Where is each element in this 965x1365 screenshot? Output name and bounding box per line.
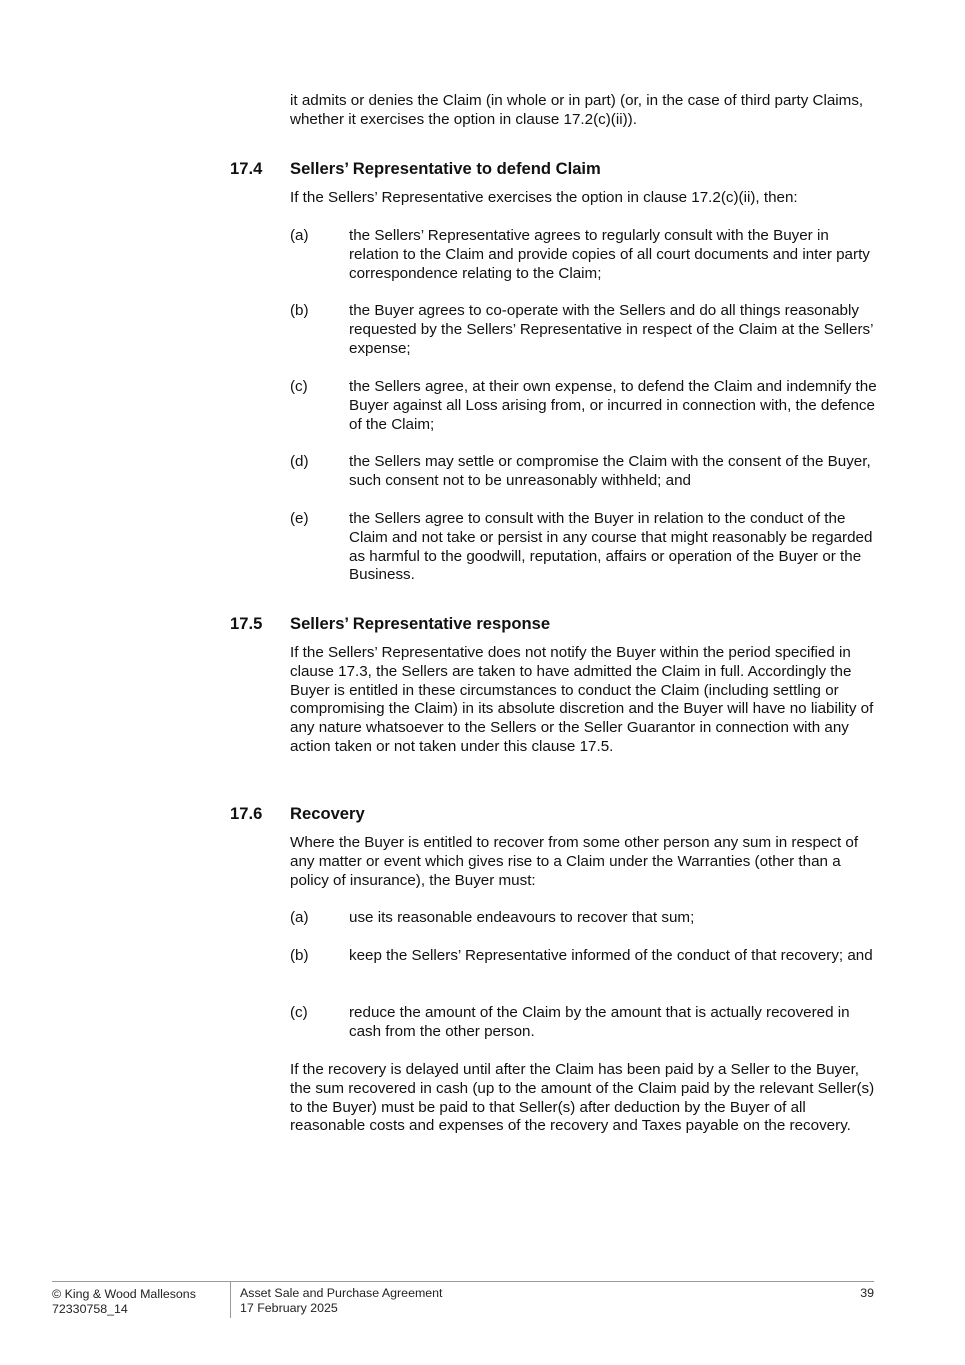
- section-17-4-lead: If the Sellers’ Representative exercises the option in clause 17.2(c)(ii), then:: [290, 189, 798, 206]
- list-item-label: (e): [290, 510, 309, 527]
- footer-doc-id: 72330758_14: [52, 1302, 128, 1316]
- list-item: [290, 453, 880, 491]
- list-item: [290, 227, 880, 283]
- list-item-text: use its reasonable endeavours to recover that sum;: [349, 909, 695, 926]
- list-item-text: the Buyer agrees to co-operate with the Sellers and do all things reasonably requested by the Sellers’ Representative in respect of the Claim at the Sellers’ expense;: [349, 302, 873, 357]
- footer-date: 17 February 2025: [240, 1301, 338, 1315]
- list-item: [290, 947, 880, 966]
- footer-copyright: © King & Wood Mallesons: [52, 1287, 196, 1301]
- section-17-5-heading: [230, 614, 550, 634]
- section-17-4-title: Sellers’ Representative to defend Claim: [290, 159, 601, 178]
- section-17-5-title: Sellers’ Representative response: [290, 614, 551, 633]
- section-17-6-closing: If the recovery is delayed until after the Claim has been paid by a Seller to the Buyer, the sum recovered in cash (up to the amount of the Claim paid by the relevant Seller(s) to the Buyer) must be paid to that Seller(s) after deduction by the Buyer of all reasonable costs and expenses of the recovery and Taxes payable on the recovery.: [290, 1061, 875, 1135]
- list-item-text: keep the Sellers’ Representative informed of the conduct of that recovery; and: [349, 947, 873, 964]
- list-item-text: the Sellers agree to consult with the Buyer in relation to the conduct of the Claim and not take or persist in any course that might reasonably be regarded as harmful to the goodwill, reputation, affairs or operation of the Buyer or the Business.: [349, 510, 873, 584]
- page-number: 39: [860, 1286, 874, 1300]
- section-17-4-number: 17.4: [230, 159, 263, 178]
- list-item-label: (b): [290, 302, 309, 319]
- list-item-label: (c): [290, 1004, 308, 1021]
- list-item: [290, 510, 880, 585]
- list-item-label: (a): [290, 909, 309, 926]
- list-item-label: (b): [290, 947, 309, 964]
- section-17-6-heading: [230, 804, 365, 824]
- section-17-4-heading: [230, 159, 601, 179]
- list-item-label: (c): [290, 378, 308, 395]
- section-17-5-body: If the Sellers’ Representative does not notify the Buyer within the period specified in clause 17.3, the Sellers are taken to have admitted the Claim in full. Accordingly the Buyer is entitled in these circumstances to conduct the Claim (including settling or compromising the Claim) in its absolute discretion and the Buyer will have no liability of any nature whatsoever to the Sellers or the Seller Guarantor in connection with any action taken or not taken under this clause 17.5.: [290, 644, 874, 755]
- section-17-5-number: 17.5: [230, 614, 263, 633]
- list-item-text: the Sellers’ Representative agrees to regularly consult with the Buyer in relation to the Claim and provide copies of all court documents and inter party correspondence relating to the Claim;: [349, 227, 870, 282]
- list-item: [290, 1004, 880, 1042]
- section-17-6-number: 17.6: [230, 804, 263, 823]
- list-item: [290, 378, 880, 434]
- list-item-text: the Sellers agree, at their own expense, to defend the Claim and indemnify the Buyer against all Loss arising from, or incurred in connection with, the defence of the Claim;: [349, 378, 877, 433]
- list-item-text: reduce the amount of the Claim by the amount that is actually recovered in cash from the other person.: [349, 1004, 850, 1040]
- list-item-text: the Sellers may settle or compromise the Claim with the consent of the Buyer, such consent not to be unreasonably withheld; and: [349, 453, 871, 489]
- list-item: [290, 909, 880, 928]
- footer-doc-title: Asset Sale and Purchase Agreement: [240, 1286, 443, 1300]
- list-item-label: (d): [290, 453, 309, 470]
- intro-paragraph: it admits or denies the Claim (in whole or in part) (or, in the case of third party Claims, whether it exercises the option in clause 17.2(c)(ii)).: [290, 92, 864, 128]
- footer-divider-line: [52, 1281, 874, 1282]
- section-17-6-lead: Where the Buyer is entitled to recover from some other person any sum in respect of any matter or event which gives rise to a Claim under the Warranties (other than a policy of insurance), the Buyer must:: [290, 834, 859, 889]
- list-item-label: (a): [290, 227, 309, 244]
- footer-vertical-divider: [230, 1282, 231, 1318]
- section-17-6-title: Recovery: [290, 804, 365, 823]
- list-item: [290, 302, 880, 358]
